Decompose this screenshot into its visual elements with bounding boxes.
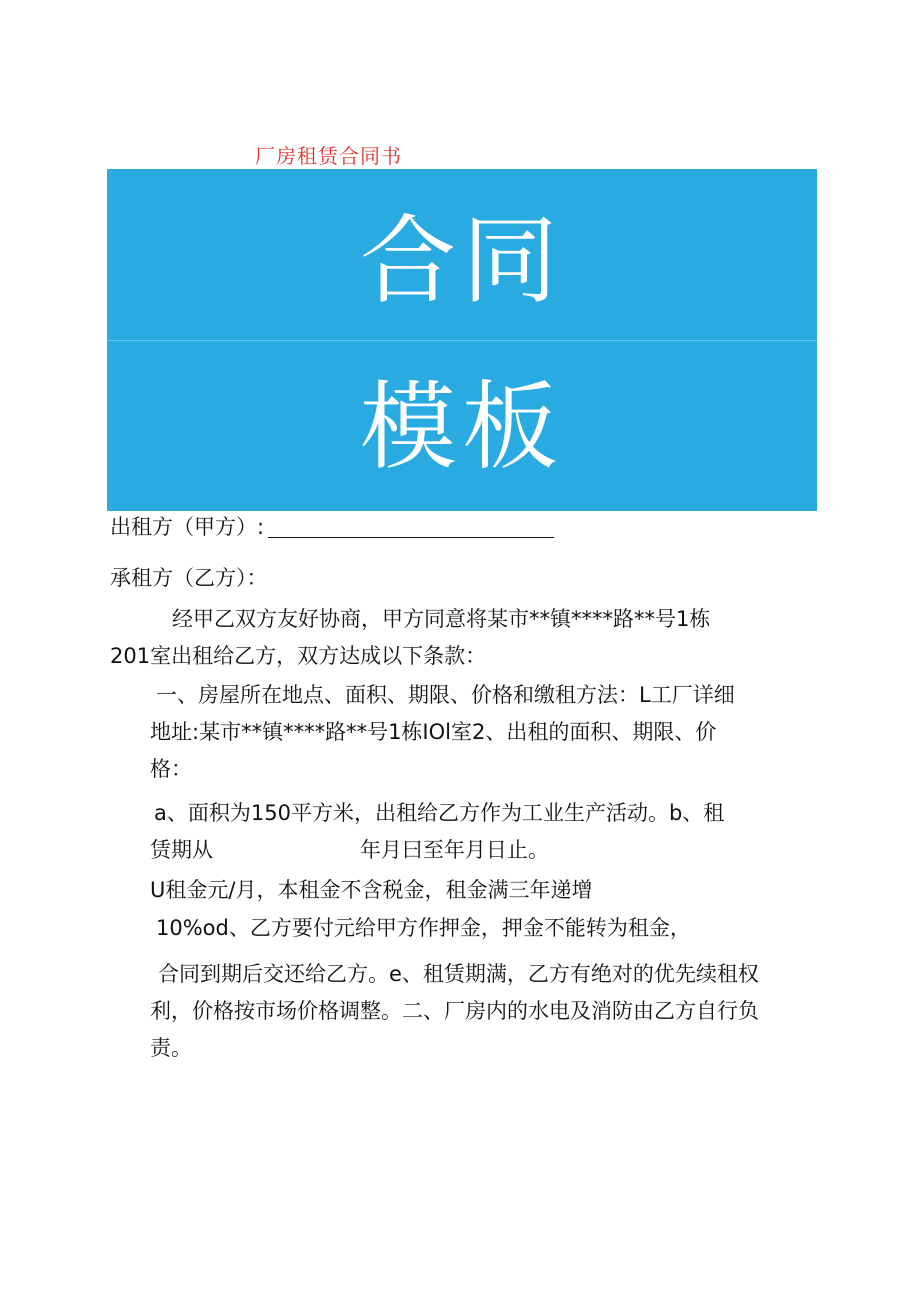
clause-1-line-3: 格： — [150, 757, 192, 781]
banner-line-template: 模板 — [360, 371, 564, 483]
clause-e-line-2: 利，价格按市场价格调整。二、厂房内的水电及消防由乙方自行负 — [150, 999, 759, 1023]
clause-1-paragraph — [150, 677, 735, 788]
clause-d-line: 10%od、乙方要付元给甲方作押金，押金不能转为租金， — [156, 916, 691, 940]
intro-line-2: 201室出租给乙方，双方达成以下条款： — [110, 644, 487, 668]
lessor-line — [110, 517, 554, 538]
clause-e-line-1: 合同到期后交还给乙方。e、租赁期满，乙方有绝对的优先续租权 — [158, 962, 759, 986]
clause-e-paragraph — [150, 956, 759, 1067]
clause-c-line: U租金元/月，本租金不含税金，租金满三年递增 — [150, 878, 593, 902]
intro-paragraph — [110, 601, 710, 675]
clause-a-paragraph — [150, 795, 724, 869]
lessee-label: 承租方（乙方）： — [110, 566, 268, 590]
clause-a-line-2: 赁期从 年月曰至年月日止。 — [150, 838, 549, 862]
lessor-label: 出租方（甲方）: — [110, 515, 265, 539]
banner-line-contract: 合同 — [360, 205, 564, 317]
lessor-blank — [268, 517, 554, 538]
clause-a-line-1: a、面积为150平方米，出租给乙方作为工业生产活动。b、租 — [154, 801, 725, 825]
template-banner — [107, 169, 817, 511]
clause-1-line-2: 地址:某市**镇****路**号1栋IOl室2、出租的面积、期限、价 — [150, 720, 717, 744]
intro-line-1: 经甲乙双方友好协商，甲方同意将某市**镇****路**号1栋 — [172, 607, 711, 631]
banner-divider — [107, 340, 817, 341]
clause-e-line-3: 责。 — [150, 1036, 192, 1060]
clause-1-line-1: 一、房屋所在地点、面积、期限、价格和缴租方法：L工厂详细 — [156, 683, 735, 707]
document-title: 厂房租赁合同书 — [255, 144, 402, 168]
